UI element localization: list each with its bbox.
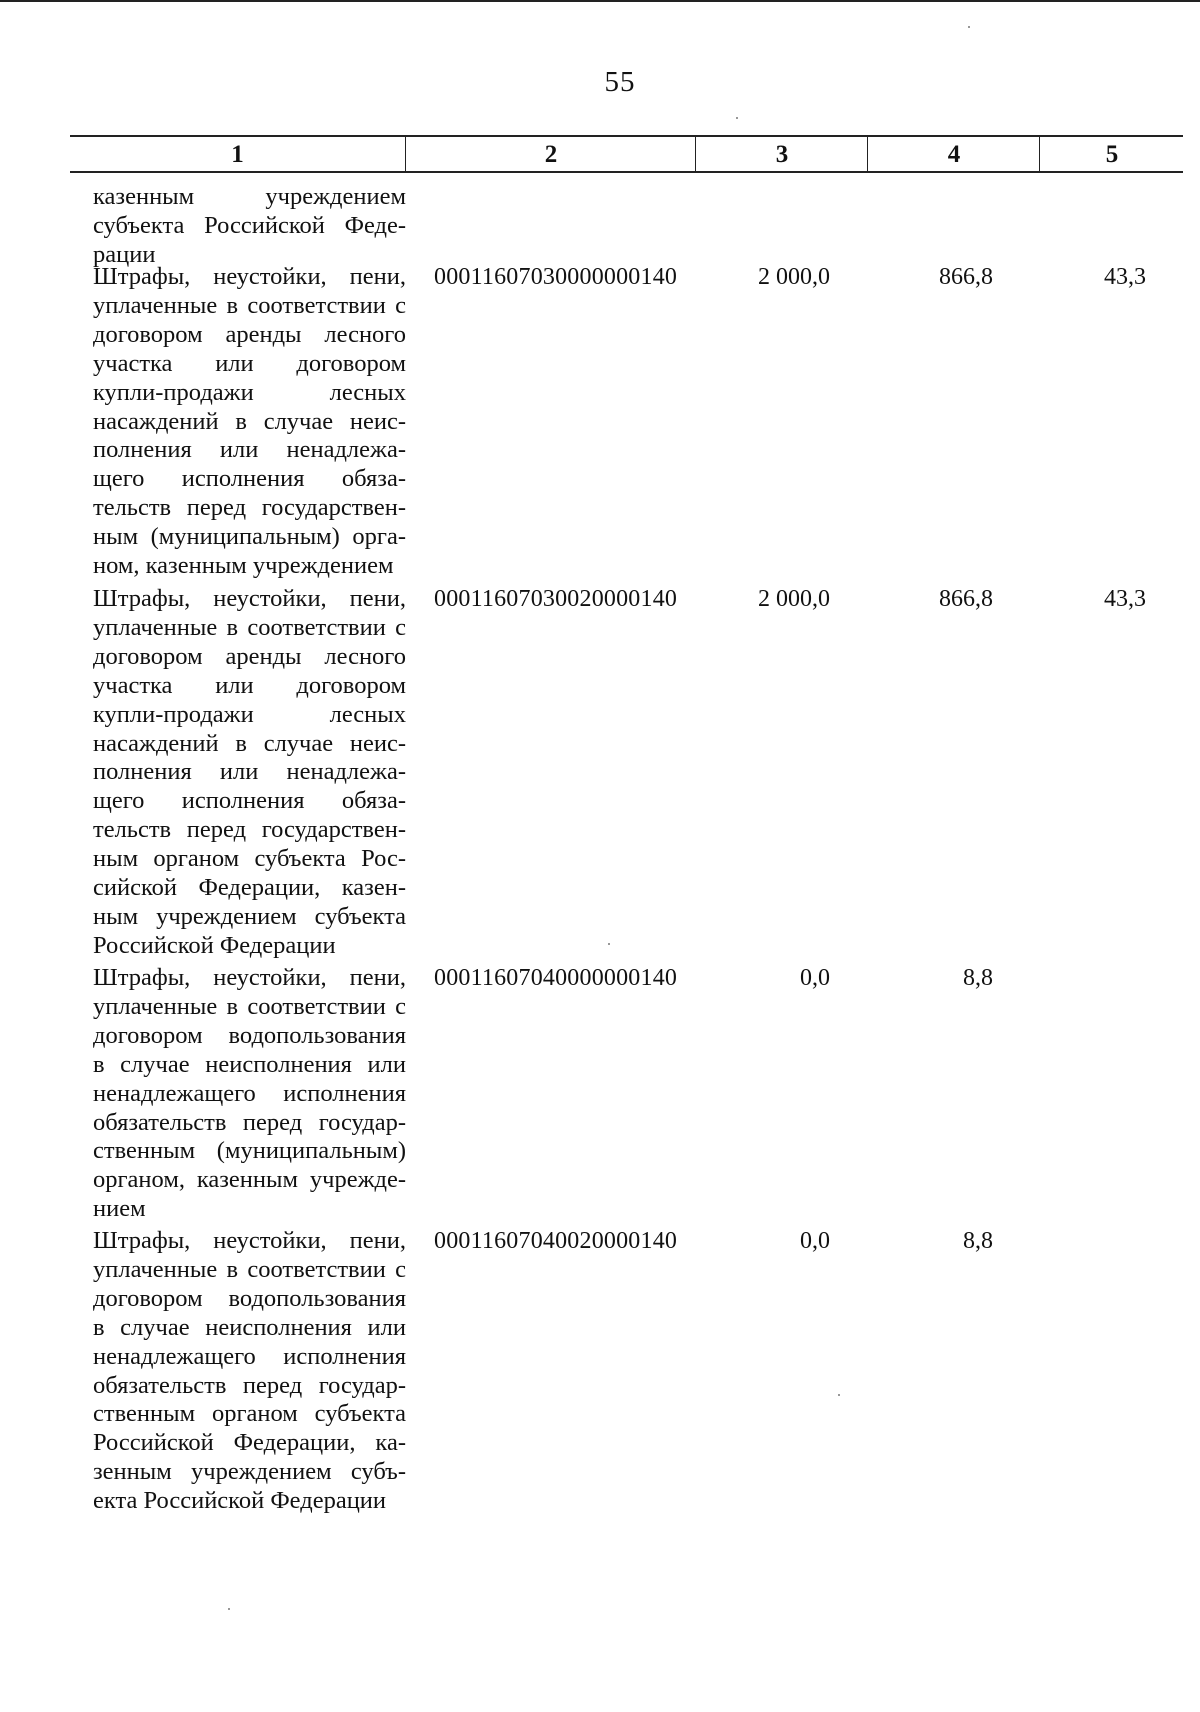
description-line: уплаченные в соответствии с xyxy=(93,992,406,1020)
budget-classification-code: 00011607030020000140 xyxy=(434,586,678,612)
description-line: полнения или ненадлежа- xyxy=(93,758,406,786)
value-column-3: 0,0 xyxy=(800,965,830,991)
description-line: тельств перед государствен- xyxy=(93,816,406,844)
value-column-5: 43,3 xyxy=(1104,586,1146,612)
description-line: Российской Федерации xyxy=(93,931,336,959)
description-line: договором водопользования xyxy=(93,1284,406,1312)
description-line: ственным органом субъекта xyxy=(93,1400,406,1428)
description-line: органом, казенным учрежде- xyxy=(93,1166,406,1194)
scan-speck xyxy=(608,943,610,945)
description-line: уплаченные в соответствии с xyxy=(93,291,406,319)
description-line: купли-продажи лесных xyxy=(93,700,406,728)
row-description xyxy=(93,183,406,270)
column-header-2: 2 xyxy=(405,137,696,171)
value-column-5: 43,3 xyxy=(1104,264,1146,290)
value-column-3: 2 000,0 xyxy=(758,264,830,290)
value-column-3: 2 000,0 xyxy=(758,586,830,612)
row-description xyxy=(93,1227,406,1516)
column-header-4: 4 xyxy=(867,137,1040,171)
description-line: договором водопользования xyxy=(93,1021,406,1049)
description-line: Штрафы, неустойки, пени, xyxy=(93,964,406,991)
description-line: казенным учреждением xyxy=(93,183,406,210)
description-line: щего исполнения обяза- xyxy=(93,465,406,493)
row-description xyxy=(93,263,406,581)
top-edge-line xyxy=(0,0,1200,2)
description-line: Штрафы, неустойки, пени, xyxy=(93,263,406,290)
description-line: екта Российской Федерации xyxy=(93,1487,387,1515)
description-line: ным (муниципальным) орга- xyxy=(93,523,406,551)
description-line: зенным учреждением субъ- xyxy=(93,1458,406,1486)
value-column-4: 866,8 xyxy=(939,264,993,290)
description-line: участка или договором xyxy=(93,349,406,377)
description-line: ненадлежащего исполнения xyxy=(93,1079,406,1107)
description-line: купли-продажи лесных xyxy=(93,378,406,406)
description-line: насаждений в случае неис- xyxy=(93,407,406,435)
column-header-3: 3 xyxy=(695,137,868,171)
page-number: 55 xyxy=(604,66,636,98)
description-line: рации xyxy=(93,240,156,268)
value-column-4: 8,8 xyxy=(963,1228,993,1254)
description-line: обязательств перед государ- xyxy=(93,1371,406,1399)
value-column-3: 0,0 xyxy=(800,1228,830,1254)
description-line: насаждений в случае неис- xyxy=(93,729,406,757)
description-line: ным учреждением субъекта xyxy=(93,902,406,930)
value-column-4: 8,8 xyxy=(963,965,993,991)
description-line: ном, казенным учреждением xyxy=(93,552,394,580)
scan-speck xyxy=(838,1394,840,1396)
scan-speck xyxy=(736,117,738,119)
value-column-4: 866,8 xyxy=(939,586,993,612)
description-line: уплаченные в соответствии с xyxy=(93,613,406,641)
scan-speck xyxy=(228,1608,230,1610)
description-line: Российской Федерации, ка- xyxy=(93,1429,406,1457)
scan-speck xyxy=(968,26,970,28)
description-line: уплаченные в соответствии с xyxy=(93,1255,406,1283)
description-line: щего исполнения обяза- xyxy=(93,787,406,815)
description-line: ным органом субъекта Рос- xyxy=(93,845,406,873)
row-description xyxy=(93,585,406,961)
description-line: Штрафы, неустойки, пени, xyxy=(93,1227,406,1254)
column-header-5: 5 xyxy=(1039,137,1184,171)
description-line: участка или договором xyxy=(93,671,406,699)
row-description xyxy=(93,964,406,1224)
description-line: в случае неисполнения или xyxy=(93,1050,406,1078)
description-line: нием xyxy=(93,1195,146,1223)
description-line: Штрафы, неустойки, пени, xyxy=(93,585,406,612)
description-line: в случае неисполнения или xyxy=(93,1313,406,1341)
description-line: ственным (муниципальным) xyxy=(93,1137,406,1165)
budget-classification-code: 00011607040020000140 xyxy=(434,1228,678,1254)
budget-classification-code: 00011607030000000140 xyxy=(434,264,678,290)
description-line: полнения или ненадлежа- xyxy=(93,436,406,464)
description-line: субъекта Российской Феде- xyxy=(93,211,406,239)
description-line: обязательств перед государ- xyxy=(93,1108,406,1136)
description-line: договором аренды лесного xyxy=(93,320,406,348)
description-line: ненадлежащего исполнения xyxy=(93,1342,406,1370)
column-header-1: 1 xyxy=(231,141,244,168)
description-line: тельств перед государствен- xyxy=(93,494,406,522)
description-line: договором аренды лесного xyxy=(93,642,406,670)
budget-classification-code: 00011607040000000140 xyxy=(434,965,678,991)
description-line: сийской Федерации, казен- xyxy=(93,874,406,902)
table-header-row xyxy=(70,135,1183,173)
